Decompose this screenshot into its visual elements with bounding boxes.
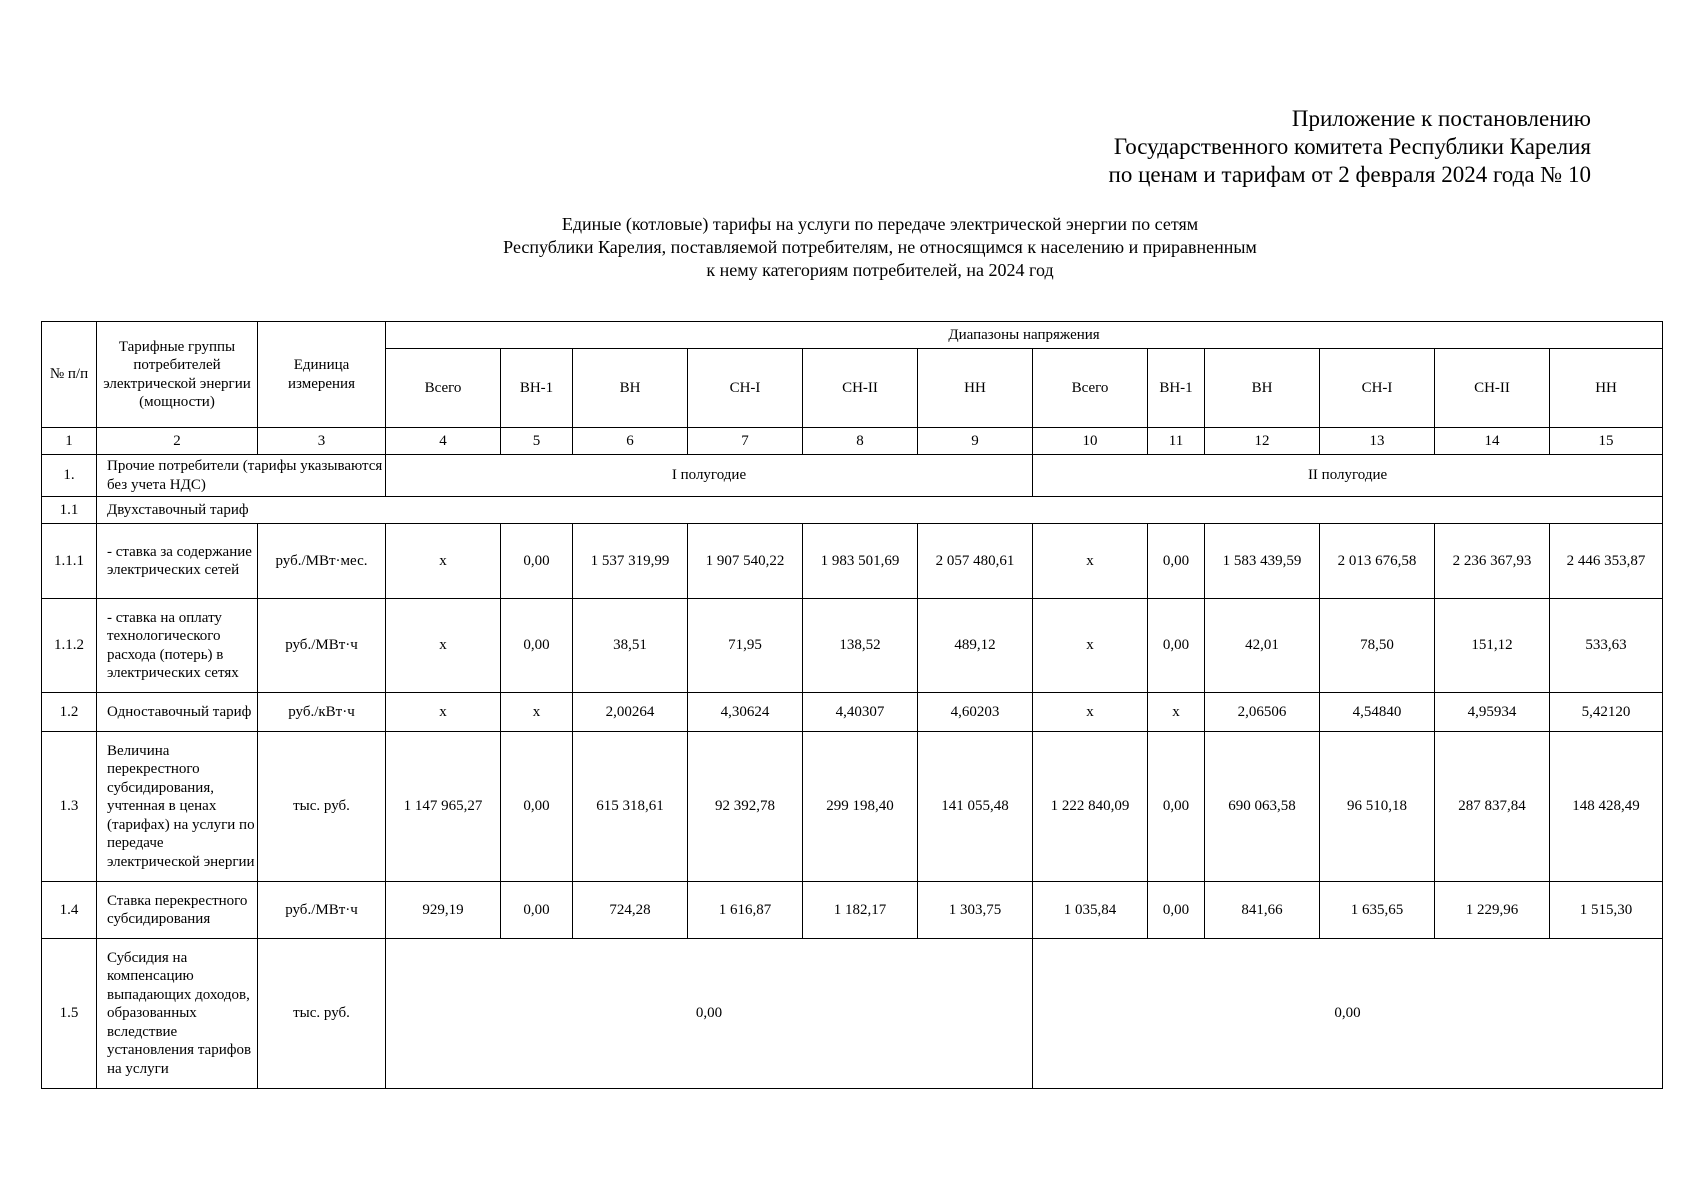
column-number: 14 [1435,428,1550,455]
half-year-1-label: I полугодие [386,455,1033,497]
value-cell: 2 057 480,61 [918,524,1033,599]
column-number: 2 [97,428,258,455]
header-num: № п/п [42,322,97,428]
header-voltage-cell: Всего [386,349,501,428]
row-num: 1.1.1 [42,524,97,599]
column-number: 15 [1550,428,1663,455]
row-label: Субсидия на компенсацию выпадающих доходов, образованных вследствие установления тарифов на услуги [97,939,258,1089]
value-cell: 71,95 [688,599,803,693]
appendix-line-3: по ценам и тарифам от 2 февраля 2024 года № 10 [1108,162,1591,187]
header-voltage-cell: НН [918,349,1033,428]
table-row [42,524,1663,599]
value-cell: 1 616,87 [688,882,803,939]
value-cell: 1 583 439,59 [1205,524,1320,599]
value-cell: 0,00 [1148,599,1205,693]
row-num: 1.3 [42,732,97,882]
table-row [42,882,1663,939]
value-cell: х [1033,599,1148,693]
column-number: 9 [918,428,1033,455]
appendix-line-1: Приложение к постановлению [1291,106,1591,131]
value-cell: 0,00 [1148,732,1205,882]
table-row [42,732,1663,882]
row-label: Прочие потребители (тарифы указываются без учета НДС) [97,455,386,497]
header-group: Тарифные группы потребителей электрической энергии (мощности) [97,322,258,428]
header-voltage-cell: ВН [573,349,688,428]
value-cell: х [386,599,501,693]
row-label: - ставка за содержание электрических сетей [97,524,258,599]
value-cell: 148 428,49 [1550,732,1663,882]
value-cell: 299 198,40 [803,732,918,882]
value-cell: х [501,693,573,732]
row-num: 1.1.2 [42,599,97,693]
value-cell: 138,52 [803,599,918,693]
tariff-table [41,321,1663,1089]
value-cell: 0,00 [1148,882,1205,939]
value-cell: 1 229,96 [1435,882,1550,939]
value-cell: х [1033,693,1148,732]
row-num: 1.2 [42,693,97,732]
value-cell: 0,00 [501,524,573,599]
value-cell: 4,40307 [803,693,918,732]
row-unit: руб./кВт·ч [258,693,386,732]
value-cell: 5,42120 [1550,693,1663,732]
value-cell: 2 446 353,87 [1550,524,1663,599]
value-cell: х [386,524,501,599]
column-number: 6 [573,428,688,455]
row-unit: тыс. руб. [258,939,386,1089]
appendix-line-2: Государственного комитета Республики Карелия [1113,134,1591,159]
column-number-row [42,428,1663,455]
header-voltage-cell: СН-II [803,349,918,428]
column-number: 5 [501,428,573,455]
header-voltage-cell: Всего [1033,349,1148,428]
value-cell: 42,01 [1205,599,1320,693]
row-unit: руб./МВт·ч [258,882,386,939]
value-cell: 1 537 319,99 [573,524,688,599]
value-cell: 96 510,18 [1320,732,1435,882]
value-cell: 1 147 965,27 [386,732,501,882]
value-cell: 724,28 [573,882,688,939]
row-unit: руб./МВт·мес. [258,524,386,599]
header-voltage-cell: ВН-1 [501,349,573,428]
value-cell: 0,00 [1148,524,1205,599]
value-cell: 0,00 [501,732,573,882]
column-number: 13 [1320,428,1435,455]
row-unit: тыс. руб. [258,732,386,882]
value-cell: 1 222 840,09 [1033,732,1148,882]
appendix-heading [1109,105,1591,189]
value-cell: 2 236 367,93 [1435,524,1550,599]
value-cell: 1 035,84 [1033,882,1148,939]
value-cell: 0,00 [501,882,573,939]
value-cell: 78,50 [1320,599,1435,693]
value-cell: 4,60203 [918,693,1033,732]
row-label: Двухставочный тариф [97,497,1663,524]
column-number: 10 [1033,428,1148,455]
value-cell: 4,30624 [688,693,803,732]
value-cell: 0,00 [501,599,573,693]
value-cell: 151,12 [1435,599,1550,693]
row-label: Одноставочный тариф [97,693,258,732]
value-cell: х [1148,693,1205,732]
value-cell: 92 392,78 [688,732,803,882]
header-unit: Единица измерения [258,322,386,428]
table-row-subsidy [42,939,1663,1089]
value-cell: 1 983 501,69 [803,524,918,599]
column-number: 3 [258,428,386,455]
section-row-two-rate [42,497,1663,524]
value-cell: 2 013 676,58 [1320,524,1435,599]
value-cell: 929,19 [386,882,501,939]
value-cell: 38,51 [573,599,688,693]
value-cell: 1 635,65 [1320,882,1435,939]
value-cell: 2,06506 [1205,693,1320,732]
value-cell: 141 055,48 [918,732,1033,882]
row-unit: руб./МВт·ч [258,599,386,693]
value-cell: 4,54840 [1320,693,1435,732]
value-cell: х [386,693,501,732]
value-cell: 1 515,30 [1550,882,1663,939]
column-number: 12 [1205,428,1320,455]
value-cell: 2,00264 [573,693,688,732]
value-cell: 1 907 540,22 [688,524,803,599]
header-voltage-cell: ВН [1205,349,1320,428]
value-cell: 489,12 [918,599,1033,693]
value-cell: 615 318,61 [573,732,688,882]
title-line-2: Республики Карелия, поставляемой потребителям, не относящимся к населению и приравненным [503,237,1257,257]
header-row-ranges [42,322,1663,349]
table-row [42,693,1663,732]
value-cell: х [1033,524,1148,599]
header-voltage-cell: СН-I [1320,349,1435,428]
value-cell: 841,66 [1205,882,1320,939]
value-cell: 690 063,58 [1205,732,1320,882]
row-label: Ставка перекрестного субсидирования [97,882,258,939]
column-number: 7 [688,428,803,455]
column-number: 8 [803,428,918,455]
section-row-other-consumers [42,455,1663,497]
header-voltage-cell: ВН-1 [1148,349,1205,428]
value-cell: 533,63 [1550,599,1663,693]
header-voltage-cell: СН-I [688,349,803,428]
row-num: 1.5 [42,939,97,1089]
title-line-1: Единые (котловые) тарифы на услуги по передаче электрической энергии по сетям [561,214,1199,234]
header-ranges: Диапазоны напряжения [386,322,1663,349]
value-cell: 1 182,17 [803,882,918,939]
row-num: 1.4 [42,882,97,939]
document-title [440,213,1320,282]
value-cell: 287 837,84 [1435,732,1550,882]
header-voltage-cell: НН [1550,349,1663,428]
half-year-1-value: 0,00 [386,939,1033,1089]
value-cell: 4,95934 [1435,693,1550,732]
row-label: - ставка на оплату технологического расхода (потерь) в электрических сетях [97,599,258,693]
row-num: 1. [42,455,97,497]
row-num: 1.1 [42,497,97,524]
header-voltage-cell: СН-II [1435,349,1550,428]
half-year-2-value: 0,00 [1033,939,1663,1089]
title-line-3: к нему категориям потребителей, на 2024 год [706,260,1054,280]
half-year-2-label: II полугодие [1033,455,1663,497]
column-number: 11 [1148,428,1205,455]
column-number: 1 [42,428,97,455]
table-row [42,599,1663,693]
column-number: 4 [386,428,501,455]
row-label: Величина перекрестного субсидирования, учтенная в ценах (тарифах) на услуги по передаче электрической энергии [97,732,258,882]
value-cell: 1 303,75 [918,882,1033,939]
